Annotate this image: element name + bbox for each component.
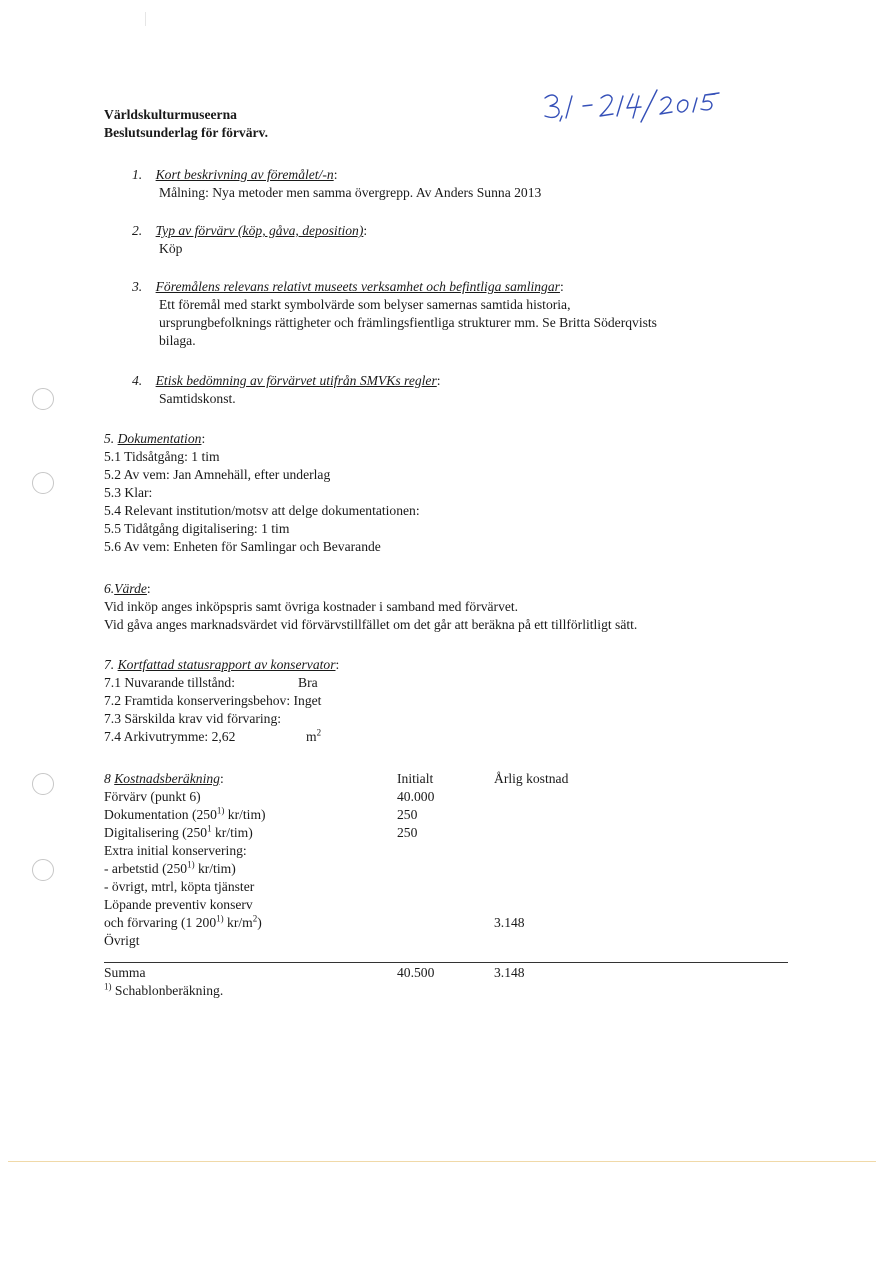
cost-row-label: Förvärv (punkt 6)	[104, 789, 201, 804]
item-1-text: Målning: Nya metoder men samma övergrepp. Av Anders Sunna 2013	[159, 185, 542, 200]
label-part: - arbetstid (250	[104, 861, 188, 876]
status-condition-value: Bra	[298, 675, 318, 690]
section-7-heading: 7. Kortfattad statusrapport av konservator:	[104, 657, 340, 672]
cost-row-label: Löpande preventiv konserv	[104, 897, 253, 912]
section-6-heading: 6.Värde:	[104, 581, 151, 596]
label-part: Digitalisering (250	[104, 825, 208, 840]
label-part: kr/tim)	[224, 807, 266, 822]
cost-row-label	[104, 824, 253, 842]
status-archive-space	[104, 728, 235, 746]
label-part: kr/m	[223, 915, 253, 930]
item-heading: Etisk bedömning av förvärvet utifrån SMVKs regler	[155, 373, 437, 388]
item-heading: Typ av förvärv (köp, gåva, deposition)	[155, 223, 364, 238]
page-fold-line	[8, 1161, 876, 1162]
section-title: Kostnadsberäkning	[114, 771, 220, 786]
cost-row-label	[104, 860, 236, 878]
unit-exponent: 2	[252, 913, 258, 924]
footnote-ref: 1)	[216, 913, 224, 924]
cost-row-label: Övrigt	[104, 933, 140, 948]
unit-exponent: 2	[316, 727, 322, 738]
section-title: Kortfattad statusrapport av konservator	[117, 657, 336, 672]
cost-row-initial: 250	[397, 807, 418, 822]
section-5-line: 5.2 Av vem: Jan Amnehäll, efter underlag	[104, 467, 331, 482]
archive-space-label: 7.4 Arkivutrymme: 2,62	[104, 729, 236, 744]
cost-row-label: - övrigt, mtrl, köpta tjänster	[104, 879, 255, 894]
cost-row-label	[104, 806, 266, 824]
item-heading: Föremålens relevans relativt museets verksamhet och befintliga samlingar	[155, 279, 560, 294]
document-header	[104, 106, 268, 142]
punch-hole	[32, 472, 54, 494]
section-number: 6.	[104, 581, 115, 596]
label-part: Dokumentation (250	[104, 807, 217, 822]
sum-initial: 40.500	[397, 965, 435, 980]
org-name: Världskulturmuseerna	[104, 107, 237, 122]
section-5-line: 5.6 Av vem: Enheten för Samlingar och Bevarande	[104, 539, 381, 554]
punch-hole	[32, 859, 54, 881]
cost-row-initial: 250	[397, 825, 418, 840]
section-5-line: 5.4 Relevant institution/motsv att delge dokumentationen:	[104, 503, 420, 518]
section-8-heading: 8 Kostnadsberäkning:	[104, 771, 224, 786]
section-number: 5.	[104, 431, 115, 446]
label-part: kr/tim)	[194, 861, 236, 876]
item-3-text: bilaga.	[159, 333, 196, 348]
item-4-text: Samtidskonst.	[159, 391, 236, 406]
sum-label: Summa	[104, 965, 146, 980]
section-5-heading: 5. Dokumentation:	[104, 431, 206, 446]
punch-hole	[32, 388, 54, 410]
item-1: 1. Kort beskrivning av föremålet/-n:	[132, 167, 338, 182]
archive-space-unit	[306, 728, 321, 746]
status-needs: 7.2 Framtida konserveringsbehov: Inget	[104, 693, 322, 708]
footnote-text: Schablonberäkning.	[114, 983, 224, 998]
item-3-text: ursprungbefolknings rättigheter och främlingsfientliga strukturer mm. Se Britta Söderqvists	[159, 315, 657, 330]
item-number: 2.	[132, 223, 143, 238]
handwritten-reference	[535, 86, 745, 126]
item-3-text: Ett föremål med starkt symbolvärde som belyser samernas samtida historia,	[159, 297, 571, 312]
footnote	[104, 982, 223, 1000]
section-title: Dokumentation	[117, 431, 202, 446]
cost-row-annual: 3.148	[494, 915, 525, 930]
punch-hole	[32, 773, 54, 795]
status-condition-label: 7.1 Nuvarande tillstånd:	[104, 675, 235, 690]
footnote-ref: 1)	[187, 859, 195, 870]
document-subtitle: Beslutsunderlag för förvärv.	[104, 125, 269, 140]
section-title: Värde	[114, 581, 147, 596]
section-5-line: 5.5 Tidåtgång digitalisering: 1 tim	[104, 521, 290, 536]
footnote-ref: 1	[207, 823, 212, 834]
section-5-line: 5.1 Tidsåtgång: 1 tim	[104, 449, 220, 464]
sum-annual: 3.148	[494, 965, 525, 980]
section-5-line: 5.3 Klar:	[104, 485, 153, 500]
cost-row-initial: 40.000	[397, 789, 435, 804]
section-number: 8	[104, 771, 111, 786]
cost-row-label	[104, 914, 262, 932]
unit: m	[306, 729, 317, 744]
sum-rule	[104, 962, 788, 963]
item-heading: Kort beskrivning av föremålet/-n	[155, 167, 334, 182]
item-2-text: Köp	[159, 241, 183, 256]
label-part: och förvaring (1 200	[104, 915, 217, 930]
item-2: 2. Typ av förvärv (köp, gåva, deposition):	[132, 223, 368, 238]
label-part: )	[257, 915, 262, 930]
section-6-line: Vid gåva anges marknadsvärdet vid förvärvstillfället om det går att beräkna på ett tillförlitligt sätt.	[104, 617, 638, 632]
label-part: kr/tim)	[211, 825, 253, 840]
cost-row-label: Extra initial konservering:	[104, 843, 247, 858]
col-header-initial: Initialt	[397, 771, 434, 786]
section-number: 7.	[104, 657, 115, 672]
item-number: 1.	[132, 167, 143, 182]
section-6-line: Vid inköp anges inköpspris samt övriga kostnader i samband med förvärvet.	[104, 599, 519, 614]
col-header-annual: Årlig kostnad	[494, 771, 569, 786]
footnote-marker: 1)	[104, 981, 112, 992]
footnote-ref: 1)	[216, 805, 225, 816]
scan-mark	[145, 12, 146, 26]
item-4: 4. Etisk bedömning av förvärvet utifrån SMVKs regler:	[132, 373, 441, 388]
item-number: 4.	[132, 373, 143, 388]
status-storage: 7.3 Särskilda krav vid förvaring:	[104, 711, 282, 726]
item-3: 3. Föremålens relevans relativt museets verksamhet och befintliga samlingar:	[132, 279, 564, 294]
item-number: 3.	[132, 279, 143, 294]
